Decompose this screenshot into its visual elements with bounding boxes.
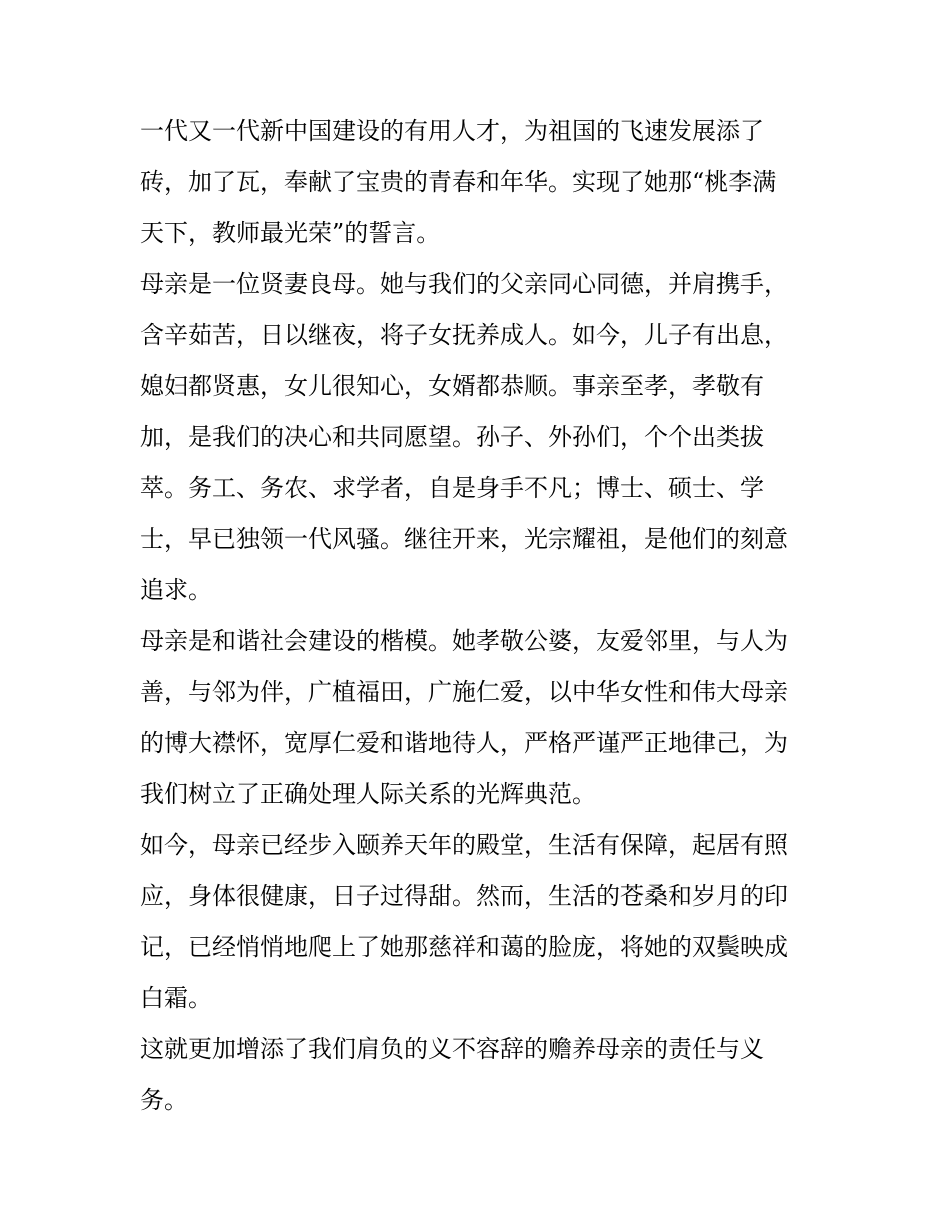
text-line: 这就更加增添了我们肩负的义不容辞的赡养母亲的责任与义 (140, 1035, 764, 1063)
text-line: 加，是我们的决心和共同愿望。孙子、外孙们，个个出类拔 (140, 423, 764, 451)
text-line: 母亲是和谐社会建设的楷模。她孝敬公婆，友爱邻里，与人为 (140, 627, 788, 655)
text-line: 善，与邻为伴，广植福田，广施仁爱，以中华女性和伟大母亲 (140, 678, 788, 706)
text-line: 砖，加了瓦，奉献了宝贵的青春和年华。实现了她那“桃李满 (140, 168, 777, 196)
text-line: 如今，母亲已经步入颐养天年的殿堂，生活有保障，起居有照 (140, 831, 788, 859)
text-line: 一代又一代新中国建设的有用人才，为祖国的飞速发展添了 (140, 117, 764, 145)
text-line: 媳妇都贤惠，女儿很知心，女婿都恭顺。事亲至孝，孝敬有 (140, 372, 764, 400)
text-line: 应，身体很健康，日子过得甜。然而，生活的苍桑和岁月的印 (140, 882, 788, 910)
text-line: 天下，教师最光荣”的誓言。 (140, 219, 441, 247)
text-line: 的博大襟怀，宽厚仁爱和谐地待人，严格严谨严正地律己，为 (140, 729, 788, 757)
text-line: 母亲是一位贤妻良母。她与我们的父亲同心同德，并肩携手， (140, 270, 788, 298)
text-line: 我们树立了正确处理人际关系的光辉典范。 (140, 780, 596, 808)
text-line: 务。 (140, 1086, 188, 1114)
text-line: 追求。 (140, 576, 212, 604)
text-line: 含辛茹苦，日以继夜，将子女抚养成人。如今，儿子有出息， (140, 321, 788, 349)
text-line: 记，已经悄悄地爬上了她那慈祥和蔼的脸庞，将她的双鬓映成 (140, 933, 788, 961)
text-line: 萃。务工、务农、求学者，自是身手不凡；博士、硕士、学 (140, 474, 764, 502)
text-line: 白霜。 (140, 984, 212, 1012)
text-line: 士，早已独领一代风骚。继往开来，光宗耀祖，是他们的刻意 (140, 525, 788, 553)
document-page (140, 106, 812, 1126)
